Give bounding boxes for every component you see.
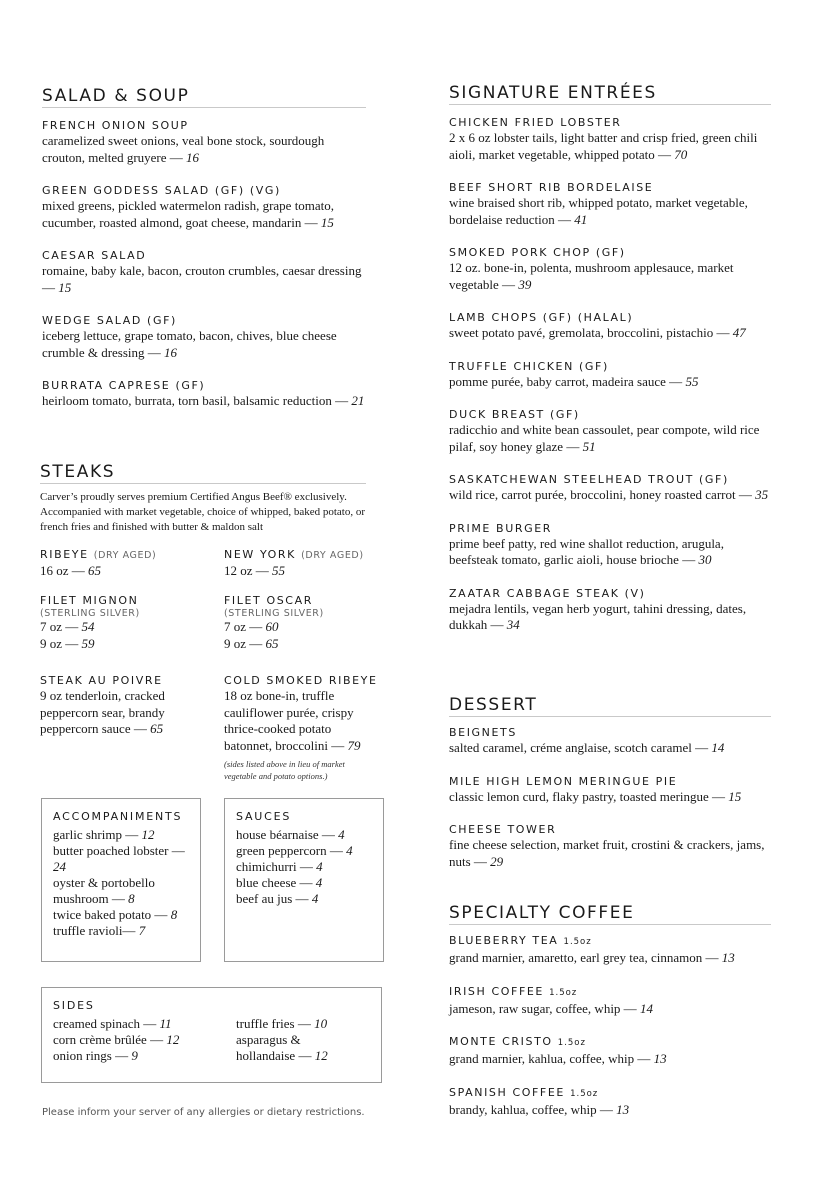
item-price: 15 [58,279,72,295]
list-item: onion rings — 9 [53,1048,138,1063]
sides-box [41,987,382,1083]
section-title-coffee: SPECIALTY COFFEE [449,903,771,925]
item-desc: brandy, kahlua, coffee, whip — 13 [449,1101,630,1117]
menu-item [449,822,771,870]
box-title-sauces: SAUCES [236,810,292,823]
item-name: NEW YORK [224,548,296,561]
item-name: FILET OSCAR [224,594,313,607]
item-desc: prime beef patty, red wine shallot reduction, arugula, beefsteak tomato, garlic aioli, house brioche — 30 [449,535,724,567]
item-desc: jameson, raw sugar, coffee, whip — 14 [449,1000,653,1016]
item-desc: caramelized sweet onions, veal bone stock, sourdough crouton, melted gruyere — 16 [42,133,325,165]
list-item: oyster & portobello mushroom — 8 [53,875,155,906]
menu-item [449,115,771,163]
item-name: BEIGNETS [449,726,517,739]
item-desc: romaine, baby kale, bacon, crouton crumbles, caesar dressing — 15 [42,263,362,295]
item-desc: fine cheese selection, market fruit, crostini & crackers, jams, nuts — 29 [449,837,765,869]
item-price: 59 [81,635,95,651]
item-name: DUCK BREAST (GF) [449,408,580,421]
menu-item [449,725,771,757]
item-oz: 1.5oz [549,987,578,998]
menu-item [449,586,771,634]
item-price: 21 [351,393,365,408]
item-price: 41 [574,211,588,227]
item-price: 13 [721,950,735,965]
item-desc: 12 oz. bone-in, polenta, mushroom applesauce, market vegetable — 39 [449,260,734,292]
menu-item [42,248,366,296]
item-price: 65 [265,635,279,651]
item-desc: heirloom tomato, burrata, torn basil, balsamic reduction — 21 [42,393,365,408]
steak-ribeye [40,547,200,580]
steaks-intro: Carver’s proudly serves premium Certified Angus Beef® exclusively. Accompanied with market vegetable, choice of whipped, baked potato, or french fries and finished with butter & maldon salt [40,491,365,533]
item-desc: mejadra lentils, vegan herb yogurt, tahini dressing, dates, dukkah — 34 [449,600,747,632]
entrees-section [449,83,771,651]
steak-filet-mignon: FILET MIGNON (STERLING SILVER) 7 oz — 54 9 oz — 59 [40,593,200,652]
menu-item [449,1085,771,1119]
item-desc: salted caramel, créme anglaise, scotch caramel — 14 [449,740,725,755]
item-name: RIBEYE [40,548,89,561]
steak-cold-smoked-ribeye: COLD SMOKED RIBEYE 18 oz bone-in, truffle cauliflower purée, crispy thrice-cooked potato batonnet, broccolini — 79 (sides listed above in lieu of market vegetable and potato options.) [224,674,378,781]
item-price: 79 [347,737,361,753]
steak-footnote: (sides listed above in lieu of market vegetable and potato options.) [224,759,345,781]
item-price: 34 [506,617,520,632]
item-price: 55 [685,373,699,389]
item-name: BURRATA CAPRESE (GF) [42,379,206,392]
menu-item [42,118,366,166]
item-price: 51 [582,438,596,454]
list-item: beef au jus — 4 [236,891,319,906]
item-name: BEEF SHORT RIB BORDELAISE [449,181,654,194]
item-name: FRENCH ONION SOUP [42,119,189,132]
item-desc: 2 x 6 oz lobster tails, light batter and crisp fried, green chili aioli, market vegetable, whipped potato — 70 [449,130,758,162]
item-name: CHEESE TOWER [449,823,557,836]
item-note: (DRY AGED) [301,550,364,561]
item-desc: radicchio and white bean cassoulet, pear compote, wild rice pilaf, soy honey glaze — 51 [449,422,760,454]
item-price: 55 [272,563,286,578]
item-price: 14 [711,740,725,755]
list-item: chimichurri — 4 [236,859,323,874]
item-desc: sweet potato pavé, gremolata, broccolini, pistachio — 47 [449,325,746,340]
item-name: COLD SMOKED RIBEYE [224,674,378,687]
sides-right-list [236,1016,356,1064]
menu-item [449,407,771,455]
item-oz: 1.5oz [557,1038,586,1048]
item-name: PRIME BURGER [449,521,553,535]
item-name: SASKATCHEWAN STEELHEAD TROUT (GF) [449,473,729,486]
list-item: creamed spinach — 11 [53,1016,172,1031]
menu-item [42,183,366,231]
item-desc: grand marnier, kahlua, coffee, whip — 13 [449,1051,667,1066]
steak-au-poivre: STEAK AU POIVRE 9 oz tenderloin, cracked peppercorn sear, brandy peppercorn sauce — 65 [40,673,196,738]
section-title-dessert: DESSERT [449,695,771,717]
section-title-steaks: STEAKS [40,462,366,484]
item-name: STEAK AU POIVRE [40,674,163,687]
item-note: (STERLING SILVER) [40,608,140,619]
item-name: GREEN GODDESS SALAD (GF) (VG) [42,184,281,197]
section-title-entrees: SIGNATURE ENTRÉES [449,83,771,105]
menu-item [449,310,771,342]
item-price: 15 [320,214,334,230]
sides-left-list [53,1016,233,1064]
item-price: 65 [150,721,164,736]
item-oz: 1.5oz [563,937,592,947]
menu-item [449,472,771,504]
item-name: SPANISH COFFEE [449,1085,565,1099]
box-title-accompaniments: ACCOMPANIMENTS [53,810,183,823]
list-item: green peppercorn — 4 [236,843,353,858]
item-name: CAESAR SALAD [42,249,147,262]
item-desc: mixed greens, pickled watermelon radish, grape tomato, cucumber, roasted almond, goat cheese, mandarin — 15 [42,198,335,230]
steaks-grid [40,547,378,787]
list-item: truffle fries — 10 [236,1016,328,1031]
item-price: 54 [81,619,95,634]
item-desc: grand marnier, amaretto, earl grey tea, cinnamon — 13 [449,950,735,965]
steaks-section [40,462,378,787]
item-name: WEDGE SALAD (GF) [42,314,177,327]
allergy-notice: Please inform your server of any allergies or dietary restrictions. [42,1107,365,1118]
item-note: (DRY AGED) [93,550,157,561]
menu-item [449,1034,771,1068]
item-desc: pomme purée, baby carrot, madeira sauce — 55 [449,373,699,389]
menu-item [42,378,366,410]
item-line: 16 oz — [40,563,89,578]
item-desc: classic lemon curd, flaky pastry, toasted meringue — 15 [449,788,742,804]
menu-item [449,245,771,293]
item-name: MILE HIGH LEMON MERINGUE PIE [449,774,678,788]
menu-item [449,359,771,391]
item-price: 15 [728,788,742,804]
item-price: 47 [732,325,746,340]
item-price: 13 [616,1101,630,1117]
item-desc: iceberg lettuce, grape tomato, bacon, chives, blue cheese crumble & dressing — 16 [42,328,337,360]
section-title-salad-soup: SALAD & SOUP [42,86,366,108]
item-name: TRUFFLE CHICKEN (GF) [449,359,609,373]
menu-item [449,521,771,569]
salad-soup-section [42,86,366,427]
coffee-section [449,903,771,1135]
item-price: 30 [698,552,712,567]
list-item: twice baked potato — 8 [53,907,178,922]
list-item: blue cheese — 4 [236,875,323,890]
item-oz: 1.5oz [570,1088,599,1099]
item-name: MONTE CRISTO [449,1035,553,1048]
item-name: ZAATAR CABBAGE STEAK (V) [449,586,646,600]
item-name: FILET MIGNON [40,594,139,607]
dessert-section [449,695,771,887]
item-price: 16 [186,149,200,165]
menu-item [449,933,771,967]
item-name: LAMB CHOPS (GF) (HALAL) [449,311,634,324]
item-desc: wine braised short rib, whipped potato, market vegetable, bordelaise reduction — 41 [449,195,748,227]
item-line: 12 oz — [224,563,273,578]
list-item: truffle ravioli— 7 [53,923,146,938]
item-note: (STERLING SILVER) [224,608,324,619]
list-item: garlic shrimp — 12 [53,827,155,842]
item-name: IRISH COFFEE [449,984,544,998]
menu-item [449,774,771,806]
accompaniments-box [41,798,201,962]
steak-new-york [224,547,384,580]
box-title-sides: SIDES [53,999,95,1012]
item-price: 16 [164,344,178,360]
menu-item [449,180,771,228]
item-price: 70 [674,146,688,162]
item-price: 39 [518,276,532,292]
list-item: butter poached lobster — 24 [53,843,185,874]
item-price: 29 [490,853,504,869]
steak-filet-oscar: FILET OSCAR (STERLING SILVER) 7 oz — 60 9 oz — 65 [224,593,384,652]
item-price: 35 [755,487,769,502]
list-item: asparagus & hollandaise — 12 [236,1032,328,1063]
item-desc: wild rice, carrot purée, broccolini, honey roasted carrot — 35 [449,487,769,502]
menu-item [42,313,366,361]
sauces-box [224,798,384,962]
item-name: BLUEBERRY TEA [449,934,559,947]
list-item: corn crème brûlée — 12 [53,1032,180,1047]
item-price: 14 [639,1000,653,1016]
item-price: 13 [653,1051,667,1066]
item-price: 65 [88,563,102,578]
item-name: CHICKEN FRIED LOBSTER [449,116,622,129]
item-price: 60 [265,619,279,634]
item-name: SMOKED PORK CHOP (GF) [449,246,626,259]
list-item: house béarnaise — 4 [236,827,345,842]
menu-item [449,984,771,1018]
